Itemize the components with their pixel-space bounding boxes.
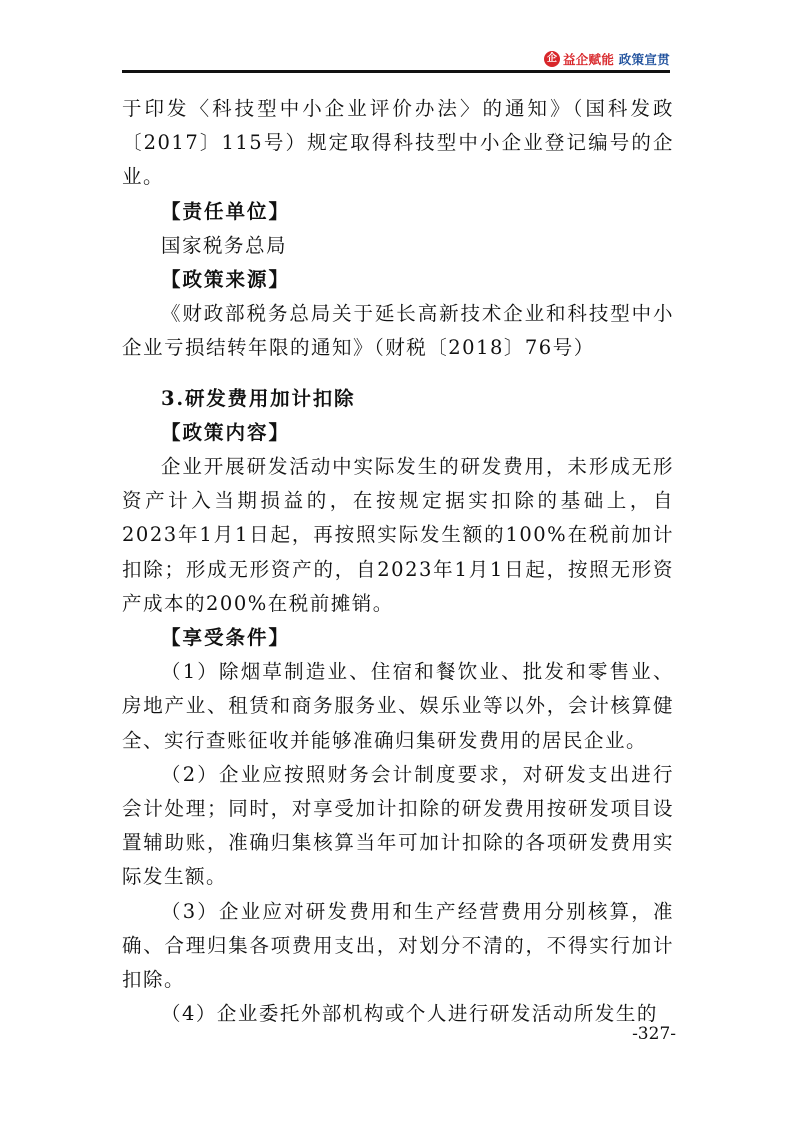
logo-mark-icon: 企 — [544, 51, 560, 67]
brand-name: 益企赋能 — [562, 52, 615, 67]
paragraph-condition-2: （2）企业应按照财务会计制度要求，对研发支出进行会计处理；同时，对享受加计扣除的研发费用按研发项目设置辅助账，准确归集核算当年可加计扣除的各项研发费用实际发生额。 — [122, 762, 674, 889]
section-heading: 3.研发费用加计扣除 — [161, 386, 356, 410]
paragraph-responsible-unit: 国家税务总局 — [161, 233, 288, 257]
paragraph-condition-3: （3）企业应对研发费用和生产经营费用分别核算，准确、合理归集各项费用支出，对划分不清的，不得实行加计扣除。 — [122, 899, 674, 992]
page-header — [122, 48, 670, 72]
brand-subtitle: 政策宣贯 — [618, 52, 670, 67]
brand-logo — [544, 50, 670, 68]
paragraph-policy-source: 《财政部税务总局关于延长高新技术企业和科技型中小企业亏损结转年限的通知》（财税〔2018〕76号） — [122, 302, 674, 360]
label-policy-content: 【政策内容】 — [161, 420, 291, 444]
label-policy-source: 【政策来源】 — [161, 268, 291, 292]
page-number: -327- — [632, 1024, 676, 1044]
header-rule — [122, 70, 670, 73]
label-eligibility: 【享受条件】 — [161, 626, 291, 650]
paragraph-policy-content: 企业开展研发活动中实际发生的研发费用，未形成无形资产计入当期损益的，在按规定据实扣除的基础上，自2023年1月1日起，再按照实际发生额的100%在税前加计扣除；形成无形资产的，自2023年1月1日起，按照无形资产成本的200%在税前摊销。 — [122, 455, 674, 615]
document-body — [122, 92, 674, 1031]
paragraph-condition-1: （1）除烟草制造业、住宿和餐饮业、批发和零售业、房地产业、租赁和商务服务业、娱乐业等以外，会计核算健全、实行查账征收并能够准确归集研发费用的居民企业。 — [122, 660, 674, 752]
paragraph-continuation: 于印发〈科技型中小企业评价办法〉的通知》（国科发政〔2017〕115号）规定取得科技型中小企业登记编号的企业。 — [122, 97, 674, 189]
paragraph-condition-4: （4）企业委托外部机构或个人进行研发活动所发生的 — [161, 1002, 658, 1026]
label-responsible-unit: 【责任单位】 — [161, 199, 291, 223]
